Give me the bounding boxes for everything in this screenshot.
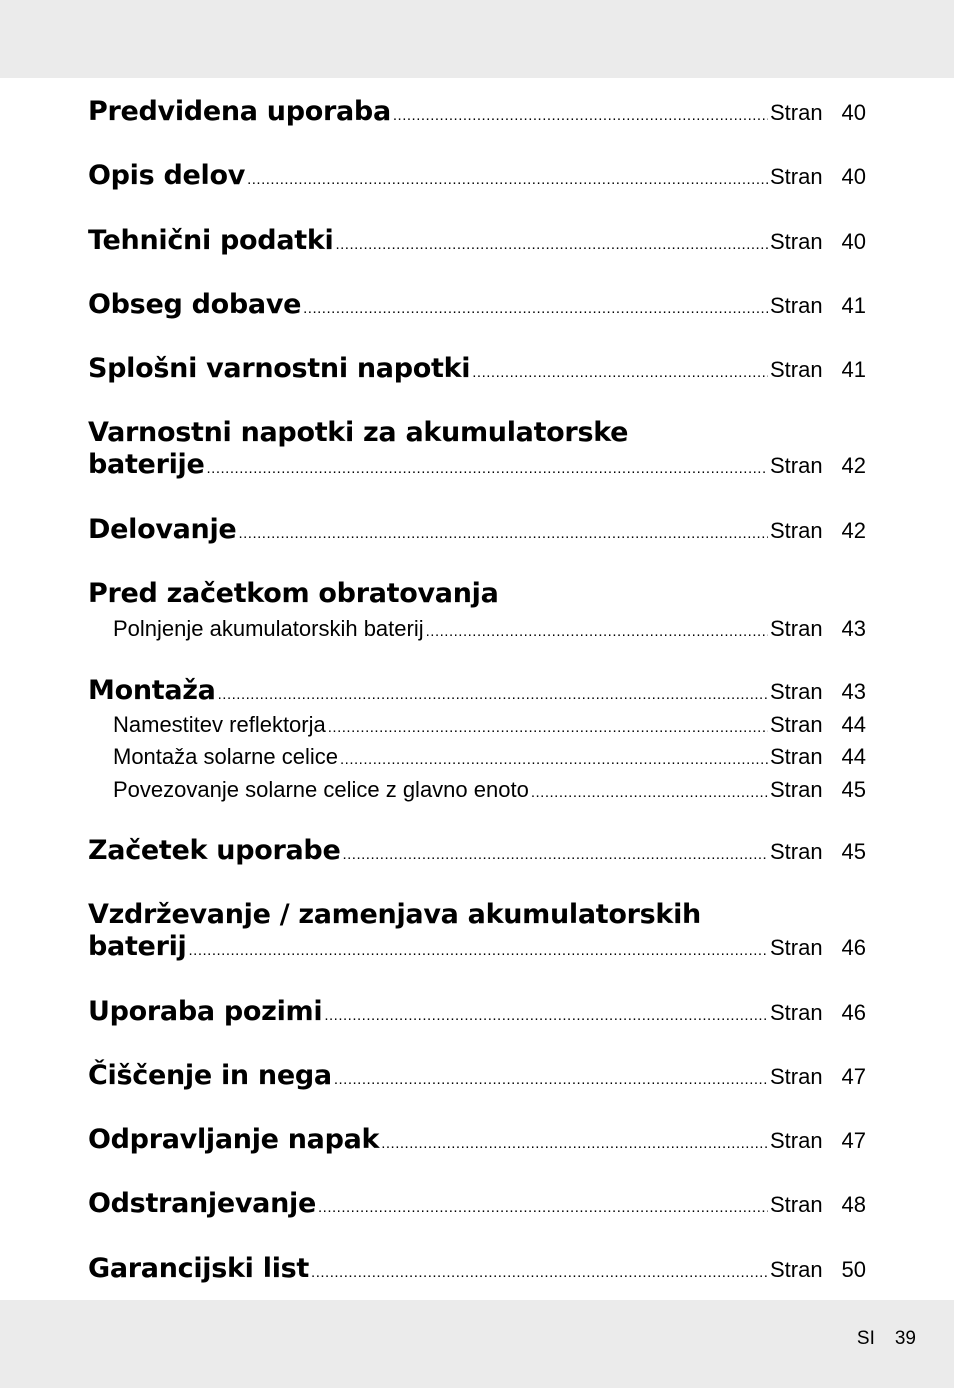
toc-entry-title: Montaža — [88, 675, 216, 706]
toc-entry-title: Delovanje — [88, 514, 237, 545]
leader-dots — [238, 525, 768, 542]
toc-entry[interactable] — [88, 225, 866, 256]
page-label: Stran — [770, 100, 823, 125]
toc-entry-title: baterije — [88, 449, 205, 480]
leader-dots — [303, 300, 768, 317]
toc-entry-title: baterij — [88, 931, 187, 962]
toc-entry[interactable] — [88, 1124, 866, 1155]
page-number: 43 — [841, 679, 866, 704]
page-label: Stran — [770, 1257, 823, 1282]
table-of-contents — [0, 78, 954, 1300]
page — [0, 78, 954, 1300]
page-footer — [857, 1328, 916, 1350]
leader-dots — [318, 1199, 768, 1216]
toc-subentry-title: Polnjenje akumulatorskih baterij — [113, 616, 424, 641]
page-label: Stran — [770, 1064, 823, 1089]
leader-dots — [324, 1007, 768, 1024]
toc-entry-title: Uporaba pozimi — [88, 996, 323, 1027]
toc-entry-title: Odpravljanje napak — [88, 1124, 380, 1155]
toc-entry[interactable] — [88, 514, 866, 545]
page-number: 42 — [841, 453, 866, 478]
leader-dots — [393, 107, 768, 124]
page-label: Stran — [770, 357, 823, 382]
page-number: 46 — [841, 935, 866, 960]
page-number: 42 — [841, 518, 866, 543]
leader-dots — [189, 942, 769, 959]
page-number: 40 — [841, 100, 866, 125]
toc-entry-title: Predvidena uporaba — [88, 96, 391, 127]
toc-entry[interactable] — [88, 899, 866, 962]
page-label: Stran — [770, 679, 823, 704]
page-label: Stran — [770, 229, 823, 254]
page-number: 43 — [841, 616, 866, 641]
toc-entry[interactable] — [88, 289, 866, 320]
toc-entry-title: Tehnični podatki — [88, 225, 334, 256]
page-number: 44 — [841, 744, 866, 769]
toc-entry[interactable] — [88, 675, 866, 706]
leader-dots — [207, 460, 768, 477]
toc-entry-title: Garancijski list — [88, 1253, 310, 1284]
language-code: SI — [856, 1328, 875, 1349]
page-number: 46 — [841, 1000, 866, 1025]
toc-entry-title: Čiščenje in nega — [88, 1060, 332, 1091]
page-label: Stran — [770, 1192, 823, 1217]
toc-entry[interactable] — [88, 1253, 866, 1284]
leader-dots — [328, 719, 768, 736]
page-label: Stran — [770, 712, 823, 737]
toc-subentry[interactable] — [113, 744, 866, 770]
page-label: Stran — [770, 1128, 823, 1153]
toc-entry-title: Opis delov — [88, 160, 246, 191]
page-label: Stran — [770, 293, 823, 318]
toc-subentry[interactable] — [113, 712, 866, 738]
page-label: Stran — [770, 839, 823, 864]
page-number: 45 — [841, 777, 866, 802]
toc-entry[interactable] — [88, 417, 866, 480]
toc-entry-title-line1: Vzdrževanje / zamenjava akumulatorskih — [88, 899, 701, 930]
toc-entry-title: Odstranjevanje — [88, 1188, 316, 1219]
page-number: 41 — [841, 293, 866, 318]
leader-dots — [342, 846, 768, 863]
toc-subentry-title: Namestitev reflektorja — [113, 712, 326, 737]
toc-section-heading[interactable] — [88, 578, 866, 610]
leader-dots — [472, 364, 768, 381]
leader-dots — [381, 1135, 768, 1152]
toc-entry-title: Obseg dobave — [88, 289, 302, 320]
page-number: 41 — [841, 357, 866, 382]
toc-entry-title: Začetek uporabe — [88, 835, 341, 866]
page-label: Stran — [770, 453, 823, 478]
toc-entry-title: Pred začetkom obratovanja — [88, 578, 499, 609]
page-label: Stran — [770, 616, 823, 641]
toc-entry[interactable] — [88, 835, 866, 866]
toc-subentry[interactable] — [113, 616, 866, 642]
toc-entry[interactable] — [88, 1060, 866, 1091]
toc-entry-title-line1: Varnostni napotki za akumulatorske — [88, 417, 629, 448]
page-label: Stran — [770, 1000, 823, 1025]
toc-entry[interactable] — [88, 160, 866, 191]
page-number: 40 — [841, 164, 866, 189]
toc-subentry-title: Montaža solarne celice — [113, 744, 339, 769]
leader-dots — [531, 784, 768, 801]
leader-dots — [335, 236, 768, 253]
leader-dots — [218, 686, 768, 703]
page-number: 47 — [841, 1128, 866, 1153]
leader-dots — [247, 171, 768, 188]
toc-subentry[interactable] — [113, 777, 866, 803]
leader-dots — [334, 1071, 768, 1088]
toc-entry[interactable] — [88, 353, 866, 384]
leader-dots — [311, 1264, 768, 1281]
page-label: Stran — [770, 518, 823, 543]
page-label: Stran — [770, 744, 823, 769]
page-number: 50 — [841, 1257, 866, 1282]
toc-entry[interactable] — [88, 996, 866, 1027]
footer-page-number: 39 — [894, 1328, 916, 1349]
page-number: 45 — [841, 839, 866, 864]
toc-subentry-title: Povezovanje solarne celice z glavno enoto — [113, 777, 529, 802]
toc-entry[interactable] — [88, 96, 866, 127]
page-label: Stran — [770, 935, 823, 960]
leader-dots — [340, 751, 768, 768]
page-label: Stran — [770, 777, 823, 802]
toc-entry[interactable] — [88, 1188, 866, 1219]
page-number: 40 — [841, 229, 866, 254]
page-number: 47 — [841, 1064, 866, 1089]
page-label: Stran — [770, 164, 823, 189]
page-number: 44 — [841, 712, 866, 737]
leader-dots — [426, 623, 768, 640]
toc-entry-title: Splošni varnostni napotki — [88, 353, 471, 384]
page-number: 48 — [841, 1192, 866, 1217]
